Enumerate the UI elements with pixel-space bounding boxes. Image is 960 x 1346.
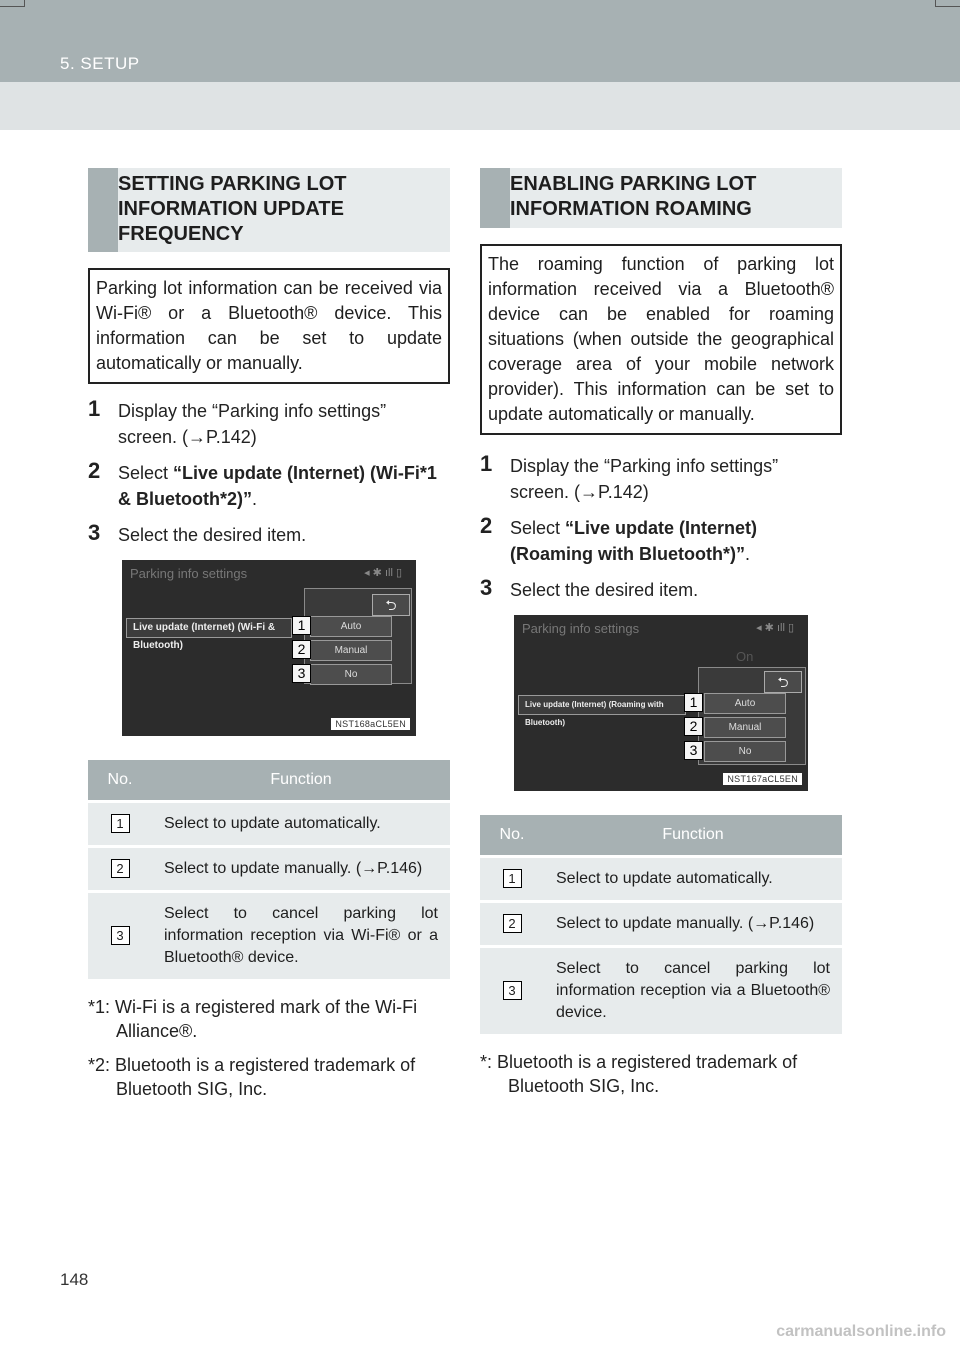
setting-row[interactable]: Live update (Internet) (Roaming with Bluetooth) (518, 695, 686, 715)
step-text-post: . (252, 489, 258, 509)
left-screenshot (122, 560, 416, 736)
table-row (480, 902, 842, 947)
footnote: *2: Bluetooth is a registered trademark of Bluetooth SIG, Inc. (88, 1055, 416, 1099)
right-intro-box: The roaming function of parking lot information received via a Bluetooth® device can be enabled for roaming situations (when outside the geographical coverage area of your mobile network provider). This information can be set to update automatically or manually. (480, 244, 842, 435)
option-no[interactable]: No (704, 741, 786, 762)
number-box: 3 (111, 926, 130, 945)
step-text: Select the desired item. (118, 525, 307, 545)
page-number: 148 (60, 1270, 89, 1289)
setting-row[interactable]: Live update (Internet) (Wi-Fi & Bluetooth) (126, 618, 292, 638)
right-column (480, 168, 842, 1108)
step-command: “Live update (Internet) (Roaming with Bluetooth*)” (510, 518, 758, 564)
step-text: Display the “Parking info settings” screen. (→P.142) (510, 456, 779, 502)
page-header (0, 0, 960, 82)
callout-3: 3 (292, 664, 311, 683)
heading-bar (88, 168, 118, 252)
number-box: 1 (503, 869, 522, 888)
col-header-no: No. (480, 815, 544, 857)
callout-1: 1 (292, 616, 311, 635)
image-code: NST167aCL5EN (723, 773, 802, 785)
step-number: 1 (480, 451, 493, 476)
callout-2: 2 (292, 640, 311, 659)
step-text: Display the “Parking info settings” screen. (→P.142) (118, 401, 387, 447)
callout-1: 1 (684, 693, 703, 712)
option-auto[interactable]: Auto (310, 616, 392, 637)
callout-2: 2 (684, 717, 703, 736)
right-section-heading (480, 168, 842, 228)
table-row (88, 847, 450, 892)
table-row (480, 857, 842, 902)
screen-title: Parking info settings (522, 621, 640, 636)
faint-value: On (736, 649, 754, 664)
table-row (88, 802, 450, 847)
right-step-1 (480, 453, 842, 505)
callout-3: 3 (684, 741, 703, 760)
right-step-2 (480, 515, 842, 567)
option-no[interactable]: No (310, 664, 392, 685)
number-box: 1 (111, 814, 130, 833)
function-cell: Select to cancel parking lot information reception via a Bluetooth® device. (544, 947, 842, 1035)
status-icons: ◂ ✱ ıll ▯ (756, 622, 794, 634)
heading-text: SETTING PARKING LOT INFORMATION UPDATE FREQUENCY (118, 173, 347, 245)
section-title: 5. SETUP (60, 54, 140, 73)
option-manual[interactable]: Manual (310, 640, 392, 661)
number-box: 2 (111, 859, 130, 878)
step-text-pre: Select (510, 518, 566, 538)
number-box: 2 (503, 914, 522, 933)
left-section-heading (88, 168, 450, 252)
step-number: 2 (88, 458, 101, 483)
step-text-post: . (744, 544, 750, 564)
header-band (0, 82, 960, 130)
left-step-3 (88, 522, 450, 548)
table-row (88, 892, 450, 980)
step-number: 3 (480, 575, 493, 600)
number-box: 3 (503, 981, 522, 1000)
col-header-function: Function (152, 760, 450, 802)
step-number: 3 (88, 520, 101, 545)
step-number: 1 (88, 396, 101, 421)
col-header-function: Function (544, 815, 842, 857)
option-manual[interactable]: Manual (704, 717, 786, 738)
status-icons: ◂ ✱ ıll ▯ (364, 567, 402, 579)
right-function-table (480, 815, 842, 1034)
left-intro-box: Parking lot information can be received via Wi-Fi® or a Bluetooth® device. This information can be set to update automatically or manually. (88, 268, 450, 384)
footnote: *: Bluetooth is a registered trademark of Bluetooth SIG, Inc. (480, 1052, 798, 1096)
footnote: *1: Wi-Fi is a registered mark of the Wi-Fi Alliance®. (88, 997, 418, 1041)
crop-mark-right (935, 0, 960, 7)
back-button[interactable]: ⮌ (764, 671, 802, 693)
back-button[interactable]: ⮌ (372, 594, 410, 616)
heading-text: ENABLING PARKING LOT INFORMATION ROAMING (510, 173, 757, 220)
function-cell: Select to update manually. (→P.146) (544, 902, 842, 947)
step-text: Select the desired item. (510, 580, 699, 600)
step-number: 2 (480, 513, 493, 538)
table-row (480, 947, 842, 1035)
right-step-3 (480, 577, 842, 603)
step-command: “Live update (Internet) (Wi-Fi*1 & Bluetooth*2)” (118, 463, 437, 509)
right-screenshot (514, 615, 808, 791)
function-cell: Select to update automatically. (152, 802, 450, 847)
right-footnotes (480, 1050, 842, 1098)
option-auto[interactable]: Auto (704, 693, 786, 714)
left-step-2 (88, 460, 450, 512)
step-text-pre: Select (118, 463, 174, 483)
left-footnotes (88, 995, 450, 1101)
heading-bar (480, 168, 510, 228)
crop-mark-left (0, 0, 25, 7)
function-cell: Select to update automatically. (544, 857, 842, 902)
screen-title: Parking info settings (130, 566, 248, 581)
function-cell: Select to cancel parking lot information reception via Wi-Fi® or a Bluetooth® device. (152, 892, 450, 980)
function-cell: Select to update manually. (→P.146) (152, 847, 450, 892)
col-header-no: No. (88, 760, 152, 802)
left-step-1 (88, 398, 450, 450)
image-code: NST168aCL5EN (331, 718, 410, 730)
left-column (88, 168, 450, 1111)
watermark: carmanualsonline.info (776, 1323, 946, 1340)
left-function-table (88, 760, 450, 979)
